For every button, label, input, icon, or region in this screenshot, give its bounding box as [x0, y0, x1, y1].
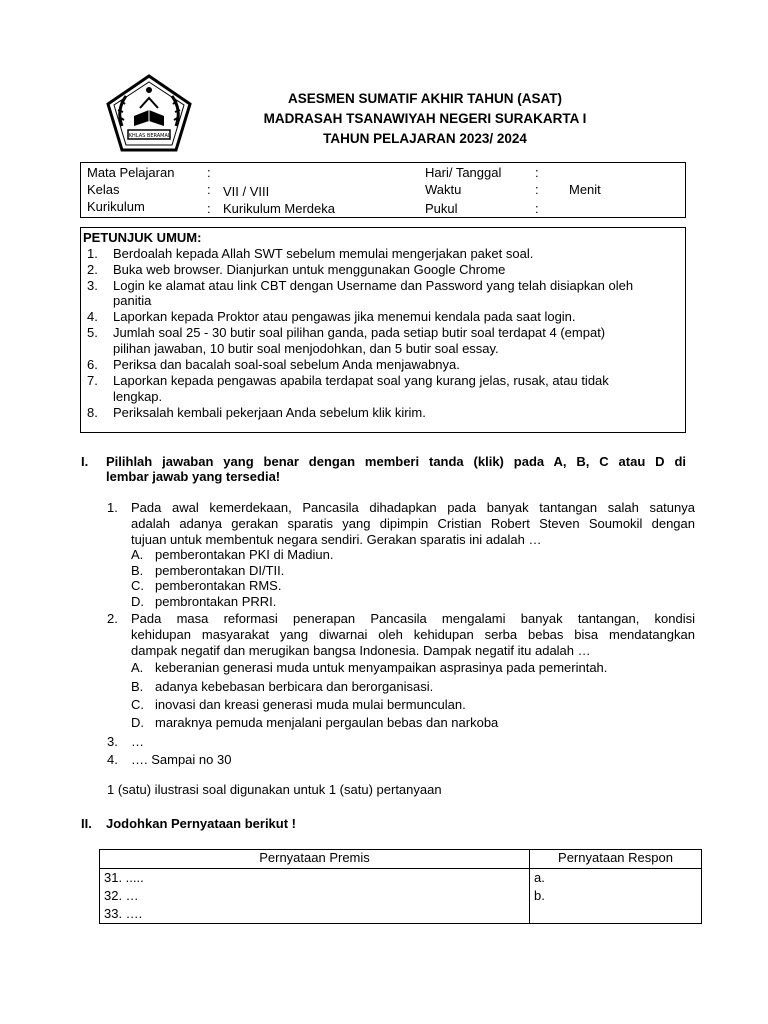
section-1-instruction-cont: lembar jawab yang tersedia!: [106, 469, 281, 484]
kurikulum-value: Kurikulum Merdeka: [223, 201, 335, 216]
section-1-number: I.: [81, 454, 89, 469]
section-1-instruction: Pilihlah jawaban yang benar dengan memberi tanda (klik) pada A, B, C atau D di: [106, 454, 686, 469]
question-1-option-b[interactable]: pemberontakan DI/TII.: [155, 563, 285, 578]
petunjuk-item-1: Berdoalah kepada Allah SWT sebelum memulai mengerjakan paket soal.: [113, 246, 534, 261]
petunjuk-item-7: Laporkan kepada pengawas apabila terdapat soal yang kurang jelas, rusak, atau tidak: [113, 373, 609, 388]
question-2-option-c[interactable]: inovasi dan kreasi generasi muda mulai bermunculan.: [155, 697, 466, 712]
petunjuk-umum-box: [80, 227, 686, 433]
mapel-colon: :: [207, 165, 211, 180]
pukul-label: Pukul: [425, 201, 458, 216]
header-line-1: ASESMEN SUMATIF AKHIR TAHUN (ASAT): [288, 91, 562, 106]
matching-table: [99, 849, 702, 924]
respon-a: a.: [534, 870, 545, 885]
logo-ribbon-text: IKHLAS BERAMAL: [127, 133, 171, 139]
hari-colon: :: [535, 165, 539, 180]
respon-cell: [530, 869, 702, 924]
premis-cell: [100, 869, 530, 924]
waktu-colon: :: [535, 182, 539, 197]
question-1-line-3: tujuan untuk membentuk negara sendiri. Gerakan sparatis ini adalah …: [131, 532, 542, 547]
illustration-note: 1 (satu) ilustrasi soal digunakan untuk 1 (satu) pertanyaan: [107, 782, 442, 797]
kemenag-logo: [104, 74, 194, 152]
petunjuk-item-2: Buka web browser. Dianjurkan untuk menggunakan Google Chrome: [113, 262, 506, 277]
kelas-label: Kelas: [87, 182, 120, 197]
question-2-option-b-letter: B.: [131, 679, 144, 694]
kurikulum-label: Kurikulum: [87, 199, 145, 214]
question-3-text: …: [131, 734, 144, 749]
petunjuk-num-3: 3.: [87, 278, 98, 293]
question-2-option-c-letter: C.: [131, 697, 144, 712]
premis-32: 32. …: [104, 888, 139, 903]
question-2-option-a-letter: A.: [131, 660, 144, 675]
petunjuk-item-3-cont: panitia: [113, 293, 152, 308]
petunjuk-item-7-cont: lengkap.: [113, 389, 163, 404]
petunjuk-item-4: Laporkan kepada Proktor atau pengawas jika menemui kendala pada saat login.: [113, 309, 576, 324]
question-4-number: 4.: [107, 752, 118, 767]
petunjuk-num-4: 4.: [87, 309, 98, 324]
petunjuk-num-8: 8.: [87, 405, 98, 420]
premis-31: 31. .....: [104, 870, 144, 885]
mapel-label: Mata Pelajaran: [87, 165, 175, 180]
question-2-line-1: Pada masa reformasi penerapan Pancasila mengalami banyak tantangan, kondisi: [131, 611, 695, 626]
question-2-line-3: dampak negatif dan merugikan bangsa Indonesia. Dampak negatif itu adalah …: [131, 643, 591, 658]
kurikulum-colon: :: [207, 201, 211, 216]
premis-33: 33. ….: [104, 906, 143, 921]
question-1-number: 1.: [107, 500, 118, 515]
petunjuk-item-5: Jumlah soal 25 - 30 butir soal pilihan ganda, pada setiap butir soal terdapat 4 (empat): [113, 325, 606, 340]
question-4-text: …. Sampai no 30: [131, 752, 232, 767]
question-1-option-d[interactable]: pembrontakan PRRI.: [155, 594, 277, 609]
petunjuk-num-5: 5.: [87, 325, 98, 340]
question-1-option-c[interactable]: pemberontakan RMS.: [155, 578, 282, 593]
petunjuk-item-8: Periksalah kembali pekerjaan Anda sebelum klik kirim.: [113, 405, 426, 420]
waktu-value: Menit: [569, 182, 601, 197]
question-2-option-d-letter: D.: [131, 715, 144, 730]
hari-label: Hari/ Tanggal: [425, 165, 502, 180]
question-1-option-d-letter: D.: [131, 594, 144, 609]
waktu-label: Waktu: [425, 182, 462, 197]
petunjuk-num-1: 1.: [87, 246, 98, 261]
petunjuk-num-6: 6.: [87, 357, 98, 372]
petunjuk-num-2: 2.: [87, 262, 98, 277]
header-line-2: MADRASAH TSANAWIYAH NEGERI SURAKARTA I: [263, 111, 587, 126]
question-1-line-1: Pada awal kemerdekaan, Pancasila dihadapkan pada banyak tantangan salah satunya: [131, 500, 695, 515]
header-line-3: TAHUN PELAJARAN 2023/ 2024: [323, 131, 527, 146]
question-1-option-b-letter: B.: [131, 563, 144, 578]
section-2-number: II.: [81, 816, 92, 831]
kelas-colon: :: [207, 182, 211, 197]
pukul-colon: :: [535, 201, 539, 216]
question-2-option-d[interactable]: maraknya pemuda menjalani pergaulan bebas dan narkoba: [155, 715, 499, 730]
respon-b: b.: [534, 888, 545, 903]
question-2-option-b[interactable]: adanya kebebasan berbicara dan berorganisasi.: [155, 679, 434, 694]
question-1-option-a[interactable]: pemberontakan PKI di Madiun.: [155, 547, 334, 562]
question-1-option-c-letter: C.: [131, 578, 144, 593]
petunjuk-num-7: 7.: [87, 373, 98, 388]
question-1-line-2: adalah adanya gerakan sparatis yang dipimpin Cristian Robert Steven Soumokil dengan: [131, 516, 695, 531]
question-2-number: 2.: [107, 611, 118, 626]
section-2-title: Jodohkan Pernyataan berikut !: [106, 816, 296, 831]
header-premis: Pernyataan Premis: [100, 850, 530, 869]
petunjuk-title: PETUNJUK UMUM:: [83, 230, 202, 245]
header-respon: Pernyataan Respon: [530, 850, 702, 869]
question-2-option-a[interactable]: keberanian generasi muda untuk menyampaikan asprasinya pada pemerintah.: [155, 660, 608, 675]
kelas-value: VII / VIII: [223, 184, 270, 199]
question-3-number: 3.: [107, 734, 118, 749]
petunjuk-item-5-cont: pilihan jawaban, 10 butir soal menjodohkan, dan 5 butir soal essay.: [113, 341, 499, 356]
question-1-option-a-letter: A.: [131, 547, 144, 562]
question-2-line-2: kehidupan masyarakat yang diwarnai oleh kehidupan serba bebas bisa mendatangkan: [131, 627, 695, 642]
petunjuk-item-6: Periksa dan bacalah soal-soal sebelum Anda menjawabnya.: [113, 357, 460, 372]
petunjuk-item-3: Login ke alamat atau link CBT dengan Username dan Password yang telah disiapkan oleh: [113, 278, 634, 293]
exam-info-box: [80, 162, 686, 218]
